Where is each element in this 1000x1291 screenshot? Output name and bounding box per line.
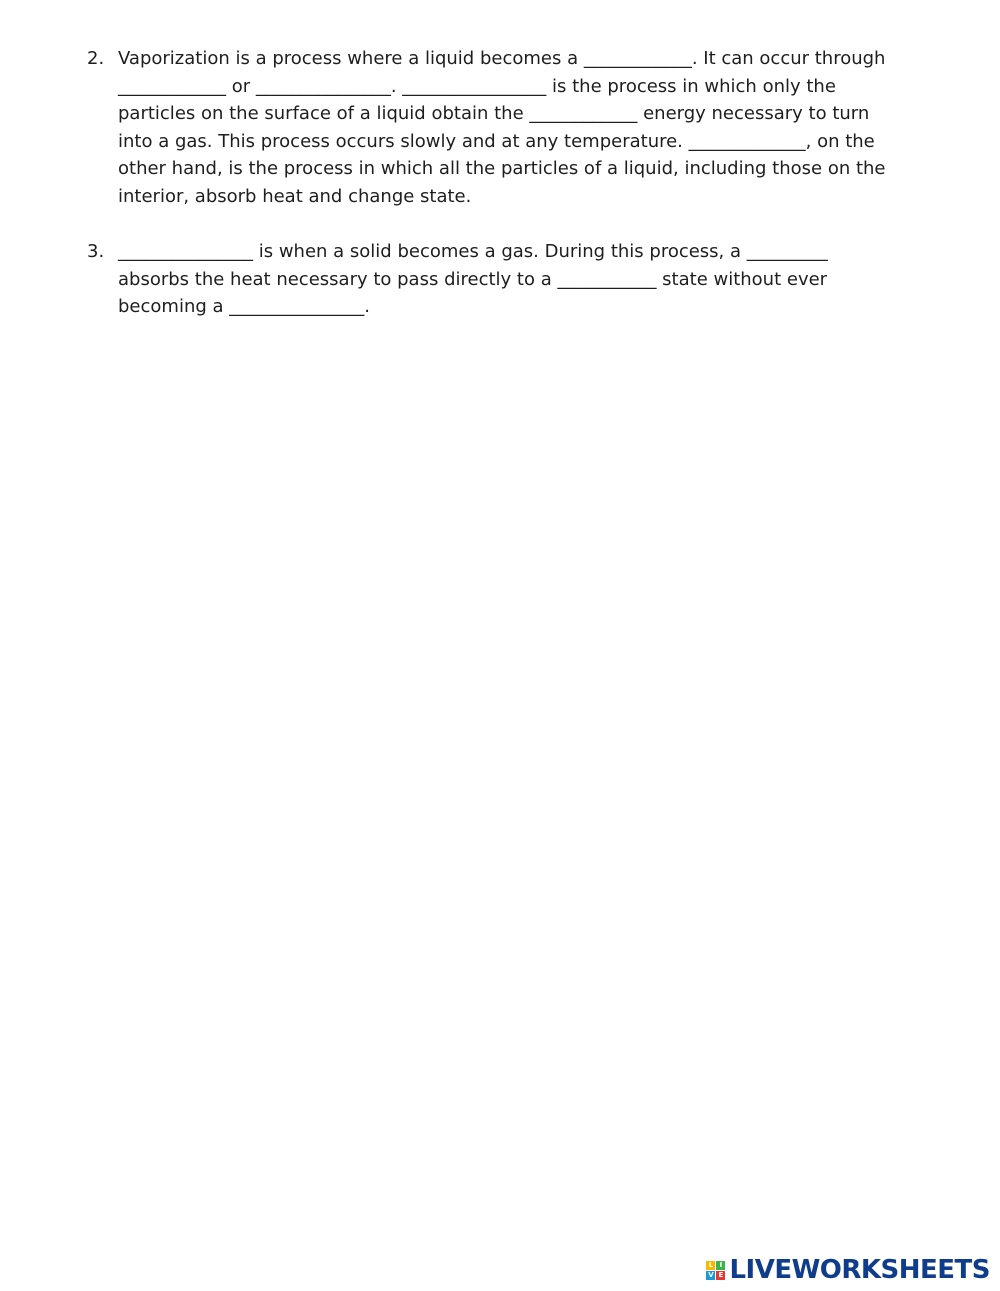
- logo-block-e: E: [716, 1271, 725, 1280]
- question-line: particles on the surface of a liquid obtain the ____________ energy necessary to turn: [118, 103, 870, 125]
- question-2: [87, 45, 957, 211]
- watermark-text: LIVEWORKSHEETS: [729, 1255, 990, 1285]
- question-line: absorbs the heat necessary to pass directly to a ___________ state without ever: [118, 268, 828, 290]
- question-3: [87, 238, 957, 321]
- question-text: [118, 45, 957, 211]
- question-number: 2.: [87, 48, 105, 69]
- logo-block-v: V: [708, 1270, 714, 1279]
- logo-block-i: I: [716, 1261, 725, 1270]
- question-line: into a gas. This process occurs slowly and at any temperature. _____________, on the: [118, 130, 875, 152]
- question-number: 3.: [87, 241, 105, 262]
- question-text: [118, 238, 957, 321]
- liveworksheets-watermark: [706, 1253, 990, 1287]
- liveworksheets-logo-icon: [706, 1261, 725, 1280]
- question-line: ____________ or _______________. ________________ is the process in which only the: [118, 75, 836, 97]
- question-line: _______________ is when a solid becomes a gas. During this process, a _________: [118, 241, 828, 262]
- question-line: Vaporization is a process where a liquid becomes a ____________. It can occur through: [118, 48, 886, 69]
- question-line: interior, absorb heat and change state.: [118, 185, 472, 207]
- question-line: other hand, is the process in which all the particles of a liquid, including those on the: [118, 158, 886, 180]
- question-line: becoming a _______________.: [118, 296, 370, 318]
- logo-block-l: L: [706, 1261, 715, 1270]
